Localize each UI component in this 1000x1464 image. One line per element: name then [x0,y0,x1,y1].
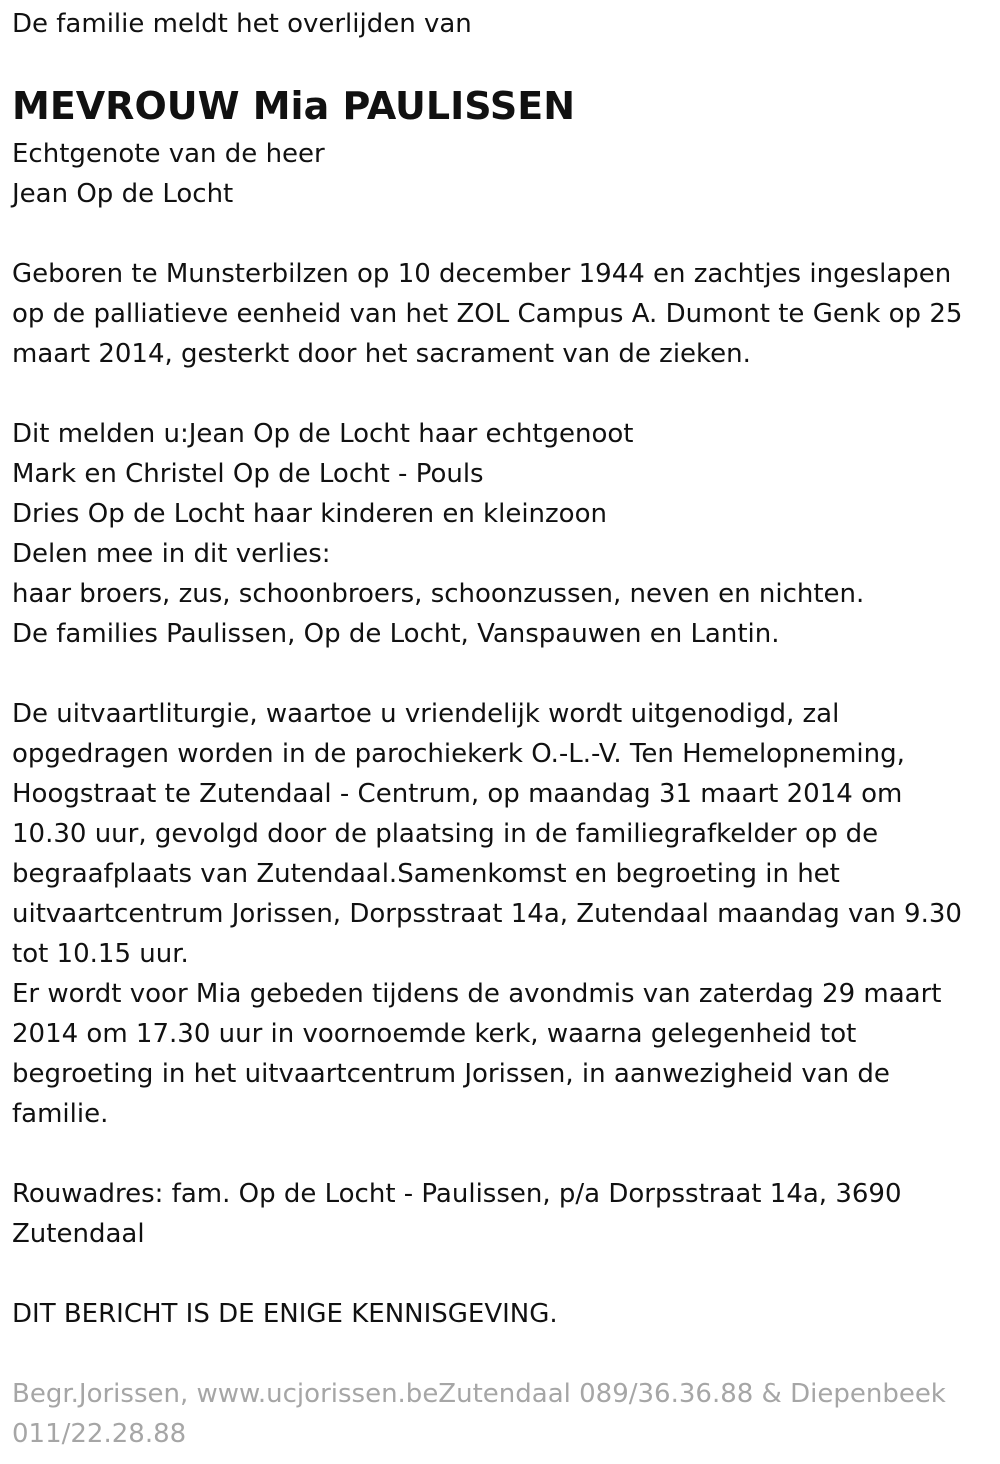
intro-text: De familie meldt het overlijden van [12,9,472,39]
spouse-line: Echtgenote van de heer [12,139,325,169]
paragraph-line: Zutendaal [12,1219,145,1249]
funeral-paragraph [12,694,962,1134]
paragraph-line: Delen mee in dit verlies: [12,539,331,569]
paragraph-line: 10.30 uur, gevolgd door de plaatsing in de familiegrafkelder op de [12,819,879,849]
footer-line: Begr.Jorissen, www.ucjorissen.beZutendaal 089/36.36.88 & Diepenbeek [12,1379,946,1409]
birth-death-paragraph [12,254,962,374]
paragraph-line: haar broers, zus, schoonbroers, schoonzussen, neven en nichten. [12,579,865,609]
spouse-block [12,134,325,214]
family-paragraph [12,414,864,654]
paragraph-line: uitvaartcentrum Jorissen, Dorpsstraat 14a, Zutendaal maandag van 9.30 [12,899,962,929]
paragraph-line: begroeting in het uitvaartcentrum Jorissen, in aanwezigheid van de [12,1059,890,1089]
paragraph-line: begraafplaats van Zutendaal.Samenkomst en begroeting in het [12,859,840,889]
paragraph-line: Hoogstraat te Zutendaal - Centrum, op maandag 31 maart 2014 om [12,779,903,809]
paragraph-line: Dries Op de Locht haar kinderen en kleinzoon [12,499,607,529]
paragraph-line: De families Paulissen, Op de Locht, Vanspauwen en Lantin. [12,619,780,649]
paragraph-line: Er wordt voor Mia gebeden tijdens de avondmis van zaterdag 29 maart [12,979,942,1009]
mourning-address [12,1174,901,1254]
paragraph-line: Rouwadres: fam. Op de Locht - Paulissen, p/a Dorpsstraat 14a, 3690 [12,1179,902,1209]
paragraph-line: tot 10.15 uur. [12,939,189,969]
paragraph-line: opgedragen worden in de parochiekerk O.-L.-V. Ten Hemelopneming, [12,739,905,769]
paragraph-line: Mark en Christel Op de Locht - Pouls [12,459,484,489]
paragraph-line: De uitvaartliturgie, waartoe u vriendelijk wordt uitgenodigd, zal [12,699,840,729]
spouse-line: Jean Op de Locht [12,179,234,209]
footer-line: 011/22.28.88 [12,1419,187,1449]
paragraph-line: Dit melden u:Jean Op de Locht haar echtgenoot [12,419,634,449]
notice-text: DIT BERICHT IS DE ENIGE KENNISGEVING. [12,1299,558,1329]
paragraph-line: maart 2014, gesterkt door het sacrament van de zieken. [12,339,751,369]
paragraph-line: Geboren te Munsterbilzen op 10 december 1944 en zachtjes ingeslapen [12,259,952,289]
footer-credit [12,1374,946,1454]
paragraph-line: 2014 om 17.30 uur in voornoemde kerk, waarna gelegenheid tot [12,1019,857,1049]
paragraph-line: familie. [12,1099,109,1129]
paragraph-line: op de palliatieve eenheid van het ZOL Campus A. Dumont te Genk op 25 [12,299,963,329]
deceased-name: MEVROUW Mia PAULISSEN [12,84,576,128]
